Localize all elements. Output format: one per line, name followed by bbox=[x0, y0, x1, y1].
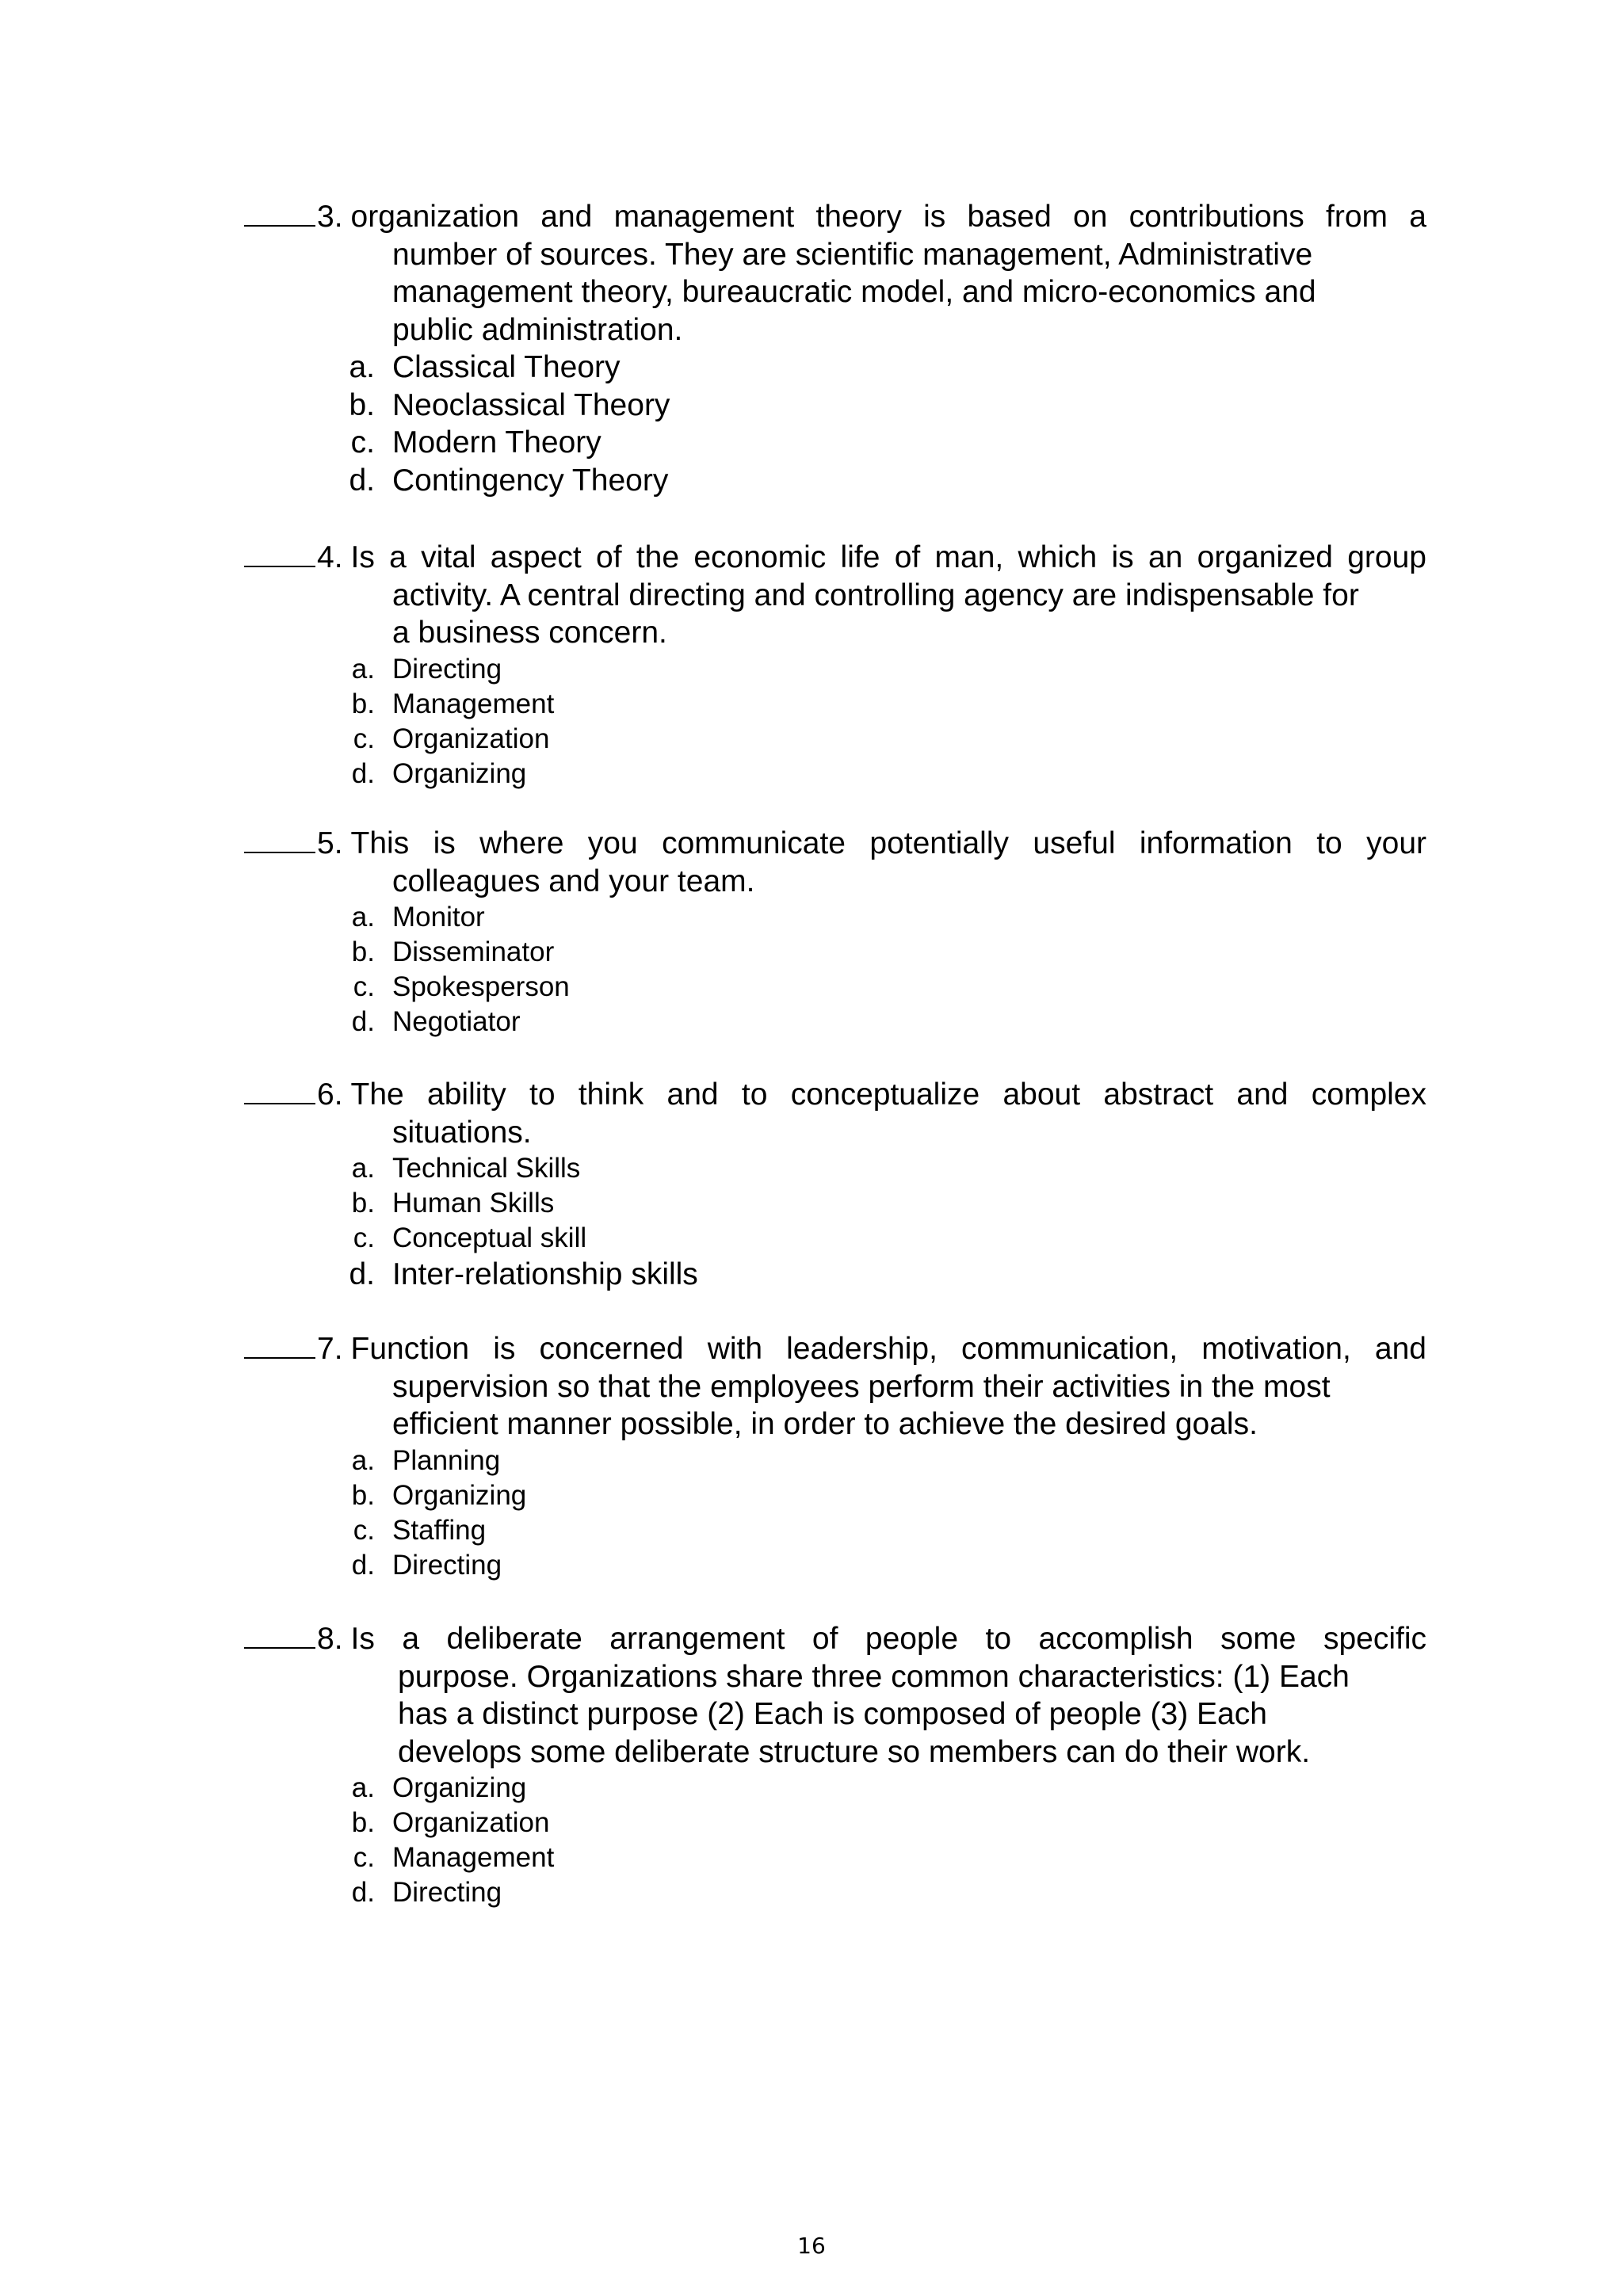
page-number: 16 bbox=[797, 2233, 826, 2259]
option[interactable]: a. Monitor bbox=[351, 902, 485, 933]
question-number: 4. bbox=[317, 540, 343, 574]
option[interactable]: d. Inter-relationship skills bbox=[349, 1257, 698, 1291]
question-stem: 6. The ability to think and to conceptualize about abstract and complex situations. bbox=[244, 1073, 1426, 1151]
option[interactable]: c. Staffing bbox=[353, 1514, 487, 1546]
option[interactable]: c. Spokesperson bbox=[353, 971, 570, 1002]
question-stem: 4. Is a vital aspect of the economic life of man, which is an organized group activity. A central directing and controlling agency are indispensable for a business concern. bbox=[244, 536, 1426, 652]
option[interactable]: a. Classical Theory bbox=[349, 350, 621, 384]
question-stem: 8. Is a deliberate arrangement of people to accomplish some specific purpose. Organizations share three common characteristics: (1) Each has a distinct purpose (2) Each is composed of people (3) Each develops some deliberate structure so members can do their work. bbox=[244, 1617, 1426, 1771]
option[interactable]: d. Contingency Theory bbox=[349, 463, 669, 498]
answer-blank[interactable] bbox=[244, 1617, 315, 1649]
option[interactable]: b. Disseminator bbox=[351, 936, 555, 967]
question-4 bbox=[244, 536, 1426, 791]
question-8 bbox=[244, 1617, 1426, 1910]
option[interactable]: c. Conceptual skill bbox=[353, 1222, 587, 1253]
options-list bbox=[244, 349, 1426, 499]
answer-blank[interactable] bbox=[244, 1073, 315, 1104]
option[interactable]: c. Organization bbox=[353, 723, 550, 754]
answer-blank[interactable] bbox=[244, 822, 315, 853]
option[interactable]: a. Technical Skills bbox=[351, 1153, 581, 1184]
options-list bbox=[244, 1771, 1426, 1910]
option[interactable]: b. Management bbox=[351, 688, 555, 719]
question-6 bbox=[244, 1073, 1426, 1294]
options-list bbox=[244, 652, 1426, 791]
option[interactable]: d. Directing bbox=[351, 1549, 502, 1581]
option[interactable]: a. Directing bbox=[351, 653, 502, 685]
question-number: 3. bbox=[317, 200, 343, 234]
option[interactable]: b. Human Skills bbox=[351, 1188, 555, 1219]
option[interactable]: a. Organizing bbox=[351, 1772, 527, 1803]
answer-blank[interactable] bbox=[244, 1327, 315, 1359]
question-3 bbox=[244, 195, 1426, 499]
question-7 bbox=[244, 1327, 1426, 1583]
question-stem: 3. organization and management theory is based on contributions from a number of sources. They are scientific management, Administrative management theory, bureaucratic model, and micro-economics and public administration. bbox=[244, 195, 1426, 349]
option[interactable]: c. Management bbox=[353, 1842, 555, 1873]
option[interactable]: b. Organizing bbox=[351, 1479, 527, 1511]
question-number: 7. bbox=[317, 1332, 343, 1366]
options-list bbox=[244, 1444, 1426, 1583]
option[interactable]: d. Organizing bbox=[351, 757, 527, 789]
question-number: 6. bbox=[317, 1077, 343, 1112]
question-number: 5. bbox=[317, 826, 343, 860]
options-list bbox=[244, 900, 1426, 1039]
option[interactable]: c. Modern Theory bbox=[350, 425, 601, 460]
question-5 bbox=[244, 822, 1426, 1039]
question-stem: 7. Function is concerned with leadership, communication, motivation, and supervision so that the employees perform their activities in the most efficient manner possible, in order to achieve the desired goals. bbox=[244, 1327, 1426, 1444]
option[interactable]: b. Organization bbox=[351, 1807, 550, 1838]
option[interactable]: b. Neoclassical Theory bbox=[349, 387, 670, 422]
option[interactable]: d. Negotiator bbox=[351, 1006, 521, 1037]
answer-blank[interactable] bbox=[244, 195, 315, 227]
option[interactable]: a. Planning bbox=[351, 1444, 501, 1476]
question-stem: 5. This is where you communicate potentially useful information to your colleagues and your team. bbox=[244, 822, 1426, 900]
options-list bbox=[244, 1151, 1426, 1294]
question-number: 8. bbox=[317, 1622, 343, 1656]
option[interactable]: d. Directing bbox=[351, 1877, 502, 1908]
answer-blank[interactable] bbox=[244, 536, 315, 567]
